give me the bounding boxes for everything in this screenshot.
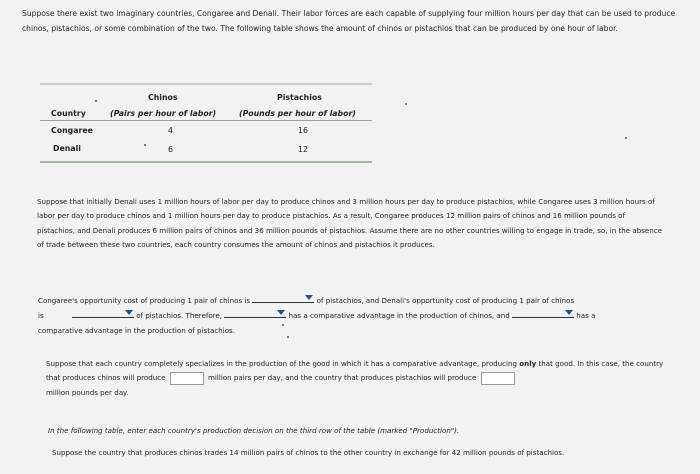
oc-text-1: Congaree's opportunity cost of producing 1 pair of chinos is [38, 296, 251, 305]
oc-text-4: of pistachios. Therefore, [136, 311, 223, 321]
stray-dot [625, 137, 627, 139]
header-country: Country [51, 109, 86, 118]
productivity-table [40, 83, 372, 165]
chinos-advantage-dropdown[interactable] [224, 308, 286, 318]
opportunity-cost-question [38, 293, 668, 338]
stray-dot [95, 100, 97, 102]
chevron-down-icon [565, 310, 573, 315]
table-instruction: In the following table, enter each country's production decision on the third row of the table (marked "Production"). [48, 426, 460, 435]
stray-dot [144, 144, 146, 146]
trade-statement: Suppose the country that produces chinos trades 14 million pairs of chinos to the other country in exchange for 42 million pounds of pistachios. [52, 448, 565, 457]
row-denali-country: Denali [53, 144, 81, 153]
stray-dot [287, 336, 289, 338]
chevron-down-icon [125, 310, 133, 315]
row-congaree-country: Congaree [51, 126, 93, 135]
table-top-rule [40, 83, 372, 85]
spec-emphasis-only: only [519, 359, 537, 368]
congaree-oc-dropdown[interactable] [252, 293, 314, 303]
oc-text-3: is [38, 311, 44, 321]
chevron-down-icon [277, 310, 285, 315]
chevron-down-icon [305, 295, 313, 300]
scenario-paragraph: Suppose that initially Denali uses 1 million hours of labor per day to produce chinos and 3 million hours per day to produce pistachios, while Congaree uses 3 million hours of labor per day to produce chinos and 1 million hours per day to produce pistachios. As a result, Congaree produces 12 million pairs of chinos and 16 million pounds of pistachios, and Denali produces 6 million pairs of chinos and 36 million pounds of pistachios. Assume there are no other countries willing to engage in trade, so, in the absence of trade between these two countries, each country consumes the amount of chinos and pistachios it produces. [37, 197, 663, 249]
header-chinos-units: (Pairs per hour of labor) [110, 109, 217, 118]
pistachios-advantage-dropdown[interactable] [512, 308, 574, 318]
spec-text-4: million pounds per day. [46, 387, 129, 397]
chinos-production-input[interactable] [170, 372, 204, 385]
denali-oc-dropdown[interactable] [72, 308, 134, 318]
spec-text-3: million pairs per day, and the country that produces pistachios will produce [208, 373, 477, 383]
row-denali-pistachios: 12 [298, 145, 308, 154]
header-pistachios-units: (Pounds per hour of labor) [239, 109, 356, 118]
stray-dot [405, 103, 407, 105]
oc-text-5: has a comparative advantage in the production of chinos, and [288, 311, 510, 321]
row-congaree-chinos: 4 [168, 126, 173, 135]
oc-text-7: comparative advantage in the production of pistachios. [38, 325, 235, 335]
pistachios-production-input[interactable] [481, 372, 515, 385]
row-congaree-pistachios: 16 [298, 126, 308, 135]
spec-text-1: Suppose that each country completely specializes in the production of the good in which it has a comparative advantage, producing [46, 359, 520, 368]
row-denali-chinos: 6 [168, 145, 173, 154]
header-chinos: Chinos [148, 93, 178, 102]
table-bottom-rule [40, 161, 372, 163]
header-pistachios: Pistachios [277, 93, 322, 102]
intro-paragraph: Suppose there exist two imaginary countries, Congaree and Denali. Their labor forces are each capable of supplying four million hours per day that can be used to produce chinos, pistachios, or some combination of the two. The following table shows the amount of chinos or pistachios that can be produced by one hour of labor. [22, 9, 676, 33]
oc-text-2: of pistachios, and Denali's opportunity cost of producing 1 pair of chinos [316, 296, 575, 305]
spec-text-2: that good. In this case, the country that produces chinos will produce [46, 359, 664, 383]
specialization-question [46, 357, 666, 400]
stray-dot [282, 324, 284, 326]
oc-text-6: has a [576, 311, 596, 321]
table-header-rule [40, 120, 372, 121]
